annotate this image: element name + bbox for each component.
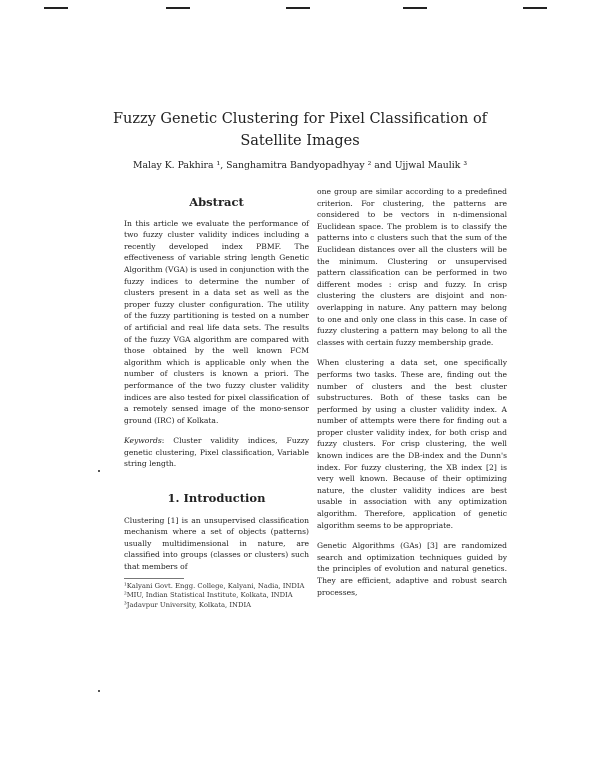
abstract-text: In this article we evaluate the performance of two fuzzy cluster validity indices including a recently developed index PBMF. The effectiveness of variable string length Genetic Algorithm (VGA) is used in conjunction with the fuzzy indices to determine the number of clusters present in a data set as well as the proper fuzzy cluster configuration. The utility of the fuzzy partitioning is tested on a number of artificial and real life data sets. The results of the fuzzy VGA algorithm are compared with those obtained by the well known FCM algorithm which is applicable only when the number of clusters is known a priori. The performance of the two fuzzy cluster validity indices are also tested for pixel classification of a remotely sensed image of the mono-sensor ground (IRC) of Kolkata. [124, 218, 309, 425]
footnotes [124, 582, 309, 611]
scan-dot [98, 470, 100, 472]
left-column [124, 195, 309, 610]
right-paragraph-1: one group are similar according to a predefined criterion. For clustering, the patterns are considered to be vectors in n-dimensional Euclidean space. The problem is to classify the patterns into c clusters such that the sum of the Euclidean distances over all the clusters will be the minimum. Clustering or unsupervised pattern classification can be performed in two different modes : crisp and fuzzy. In crisp clustering the clusters are disjoint and non-overlapping in nature. Any pattern may belong to one and only one class in this case. In case of fuzzy clustering a pattern may belong to all the classes with certain fuzzy membership grade. [317, 187, 507, 347]
scan-mark [403, 7, 427, 9]
paper-authors: Malay K. Pakhira ¹, Sanghamitra Bandyopadhyay ² and Ujjwal Maulik ³ [132, 160, 468, 171]
paper-title: Fuzzy Genetic Clustering for Pixel Classification of Satellite Images [112, 111, 488, 149]
scan-mark [166, 7, 190, 9]
keywords [124, 435, 309, 470]
footnote: ²MIU, Indian Statistical Institute, Kolkata, INDIA [124, 591, 293, 600]
scan-dot [98, 690, 100, 692]
footnote: ³Jadavpur University, Kolkata, INDIA [124, 600, 252, 609]
footnote: ¹Kalyani Govt. Engg. College, Kalyani, Nadia, INDIA [124, 581, 305, 590]
right-paragraph-2: When clustering a data set, one specifically performs two tasks. These are, finding out the number of clusters and the best cluster substructures. Both of these tasks can be performed by using a cluster validity index. A number of attempts were there for finding out a proper cluster validity index, for both crisp and fuzzy clusters. For crisp clustering, the well known indices are the DB-index and the Dunn's index. For fuzzy clustering, the XB index [2] is very well known. Because of their optimizing nature, the cluster validity indices are best usable in association with any optimization algorithm. Therefore, application of genetic algorithm seems to be appropriate. [317, 358, 507, 530]
right-paragraph-3: Genetic Algorithms (GAs) [3] are randomized search and optimization techniques guided by the principles of evolution and natural genetics. They are efficient, adaptive and robust search processes, [317, 541, 507, 597]
scan-mark [286, 7, 310, 9]
section-heading-introduction: 1. Introduction [167, 491, 266, 506]
keywords-text: : Cluster validity indices, Fuzzy genetic clustering, Pixel classification, Variable string length. [124, 436, 309, 469]
right-column [317, 186, 507, 598]
footnote-rule [124, 578, 184, 579]
scan-mark [523, 7, 547, 9]
scan-mark [44, 7, 68, 9]
abstract-heading: Abstract [189, 195, 244, 209]
keywords-label: Keywords [124, 436, 162, 446]
intro-paragraph-left: Clustering [1] is an unsupervised classification mechanism where a set of objects (patterns) usually multidimensional in nature, are classified into groups (classes or clusters) such that members of [124, 515, 309, 572]
